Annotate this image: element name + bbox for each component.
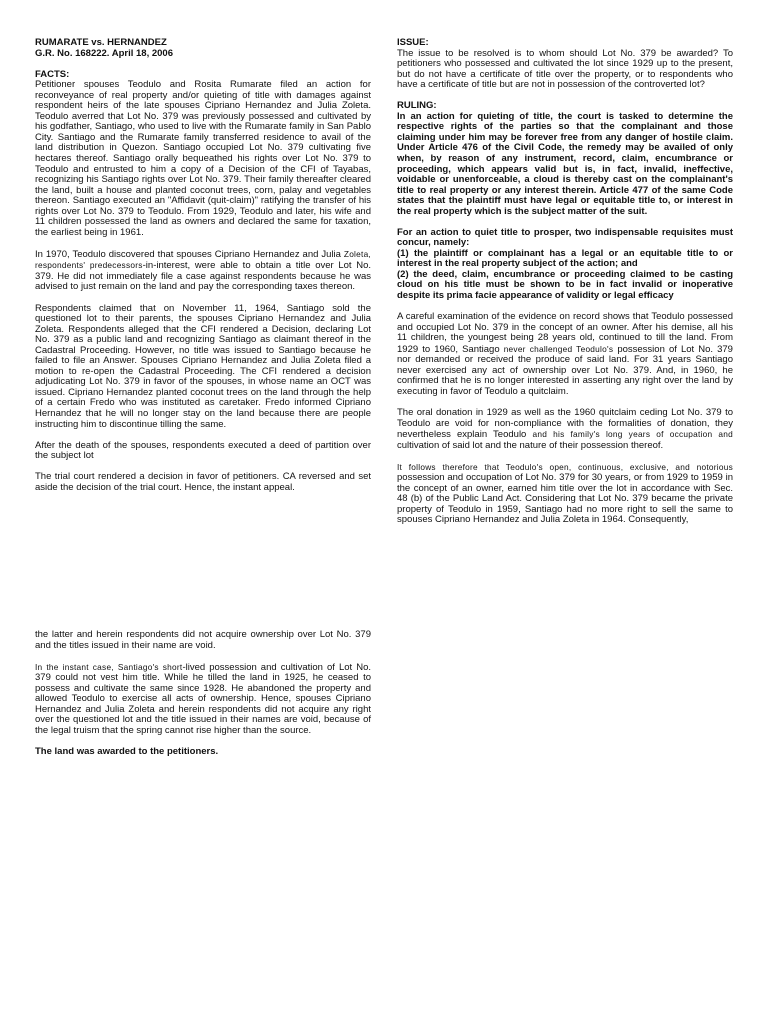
facts-paragraph-3: Respondents claimed that on November 11, 1964, Santiago sold the questioned lot to their parents, the spouses Cipriano Hernandez and Julia Zoleta. Respondents alleged that the CFI rendered a Decision, declaring Lot No. 379 as a public land and recognizing Santiago as claimant thereof in the Cadastral Proceeding. However, no title was issued to Santiago because he failed to file an Answer. Spouses Cipriano Hernandez and Julia Zoleta filed a motion to re-open the Cadastral Proceeding. The CFI rendered a decision adjudicating Lot No. 379 in favor of the spouses, in whose name an OCT was issued. Cipriano Hernandez planted coconut trees on the land through the help of a certain Fredo who was instituted as caretaker. Fredo informed Cipriano Hernandez that he will no longer stay on the land because there are people instructing him to discontinue tilling the same. <box>35 302 371 430</box>
facts-paragraph-4: After the death of the spouses, respondents executed a deed of partition over the subject lot <box>35 439 371 462</box>
ruling-paragraph-2: For an action to quiet title to prosper, two indispensable requisites must concur, namely: (1) the plaintiff or complainant has a legal or an equitable title to or interest in the real property subject of the action; and (2) the deed, claim, encumbrance or proceeding claimed to be casting cloud on his title must be shown to be in fact invalid or inoperative despite its prima facie appearance of validity or legal efficacy <box>397 226 733 302</box>
facts-paragraph-1: Petitioner spouses Teodulo and Rosita Rumarate filed an action for reconveyance of real property and/or quieting of title with damages against respondent heirs of the late spouses Cipriano Hernandez and Julia Zoleta. Teodulo averred that Lot No. 379 was previously possessed and cultivated by his godfather, Santiago, who used to live with the Rumarate family in San Pablo City. Santiago and the Rumarate family transferred residence to avail of the land distribution in Quezon. Santiago occupied Lot No. 379 cultivating five hectares thereof. Santiago orally bequeathed his rights over Lot No. 379 to Teodulo and entrusted to him a copy of a Decision of the CFI of Tayabas, recognizing his Santiago rights over Lot No. 379. Their family thereafter cleared the land, built a house and planted coconut trees, corn, palay and vegetables thereon. Santiago executed an "Affidavit (quit-claim)" ratifying the transfer of his rights over Lot No. 379 to Teodulo. From 1929, Teodulo and later, his wife and 11 children possessed the land as owners and declared the same for taxation, the earliest being in 1961. <box>35 79 371 238</box>
ruling-paragraph-5: It follows therefore that Teodulo's open, continuous, exclusive, and notorious possession and occupation of Lot No. 379 for 30 years, or from 1929 to 1959 in the concept of an owner, earned him title over the lot in accordance with Sec. 48 (b) of the Public Land Act. Considering that Lot No. 379 became the private property of Teodulo in 1959, Santiago had no more right to sell the same to spouses Cipriano Hernandez and Julia Zoleta in 1964. Consequently, <box>397 461 733 526</box>
right-column <box>397 38 733 536</box>
conclusion: The land was awarded to the petitioners. <box>35 745 219 757</box>
case-citation: G.R. No. 168222. April 18, 2006 <box>35 47 173 59</box>
facts-heading: FACTS: <box>35 68 70 80</box>
ruling-paragraph-3: A careful examination of the evidence on record shows that Teodulo possessed and occupied Lot No. 379 in the concept of an owner. After his demise, all his 11 children, the youngest being 28 years old, continued to till the land. From 1929 to 1960, Santiago never challenged Teodulo's possession of Lot No. 379 nor demanded or received the produce of said land. For 31 years Santiago never exercised any act of ownership over Lot No. 379. And, in 1960, he confirmed that he is no longer interested in asserting any right over the land by executing in favor of Teodulo a quitclaim. <box>397 311 733 397</box>
left-column <box>35 38 371 504</box>
facts-paragraph-2: In 1970, Teodulo discovered that spouses Cipriano Hernandez and Julia Zoleta, respondents' predecessors-in-interest, were able to obtain a title over Lot No. 379. He did not immediately file a case against respondents because he was advised to just remain on the land and pay the corresponding taxes thereon. <box>35 248 371 293</box>
ruling-heading: RULING: <box>397 100 437 112</box>
issue-text: The issue to be resolved is to whom should Lot No. 379 be awarded? To petitioners who possessed and cultivated the lot since 1929 up to the present, but do not have a certificate of title over the property, or to respondents who have a certificate of title but are not in possession of the controverted lot? <box>397 47 733 91</box>
facts-paragraph-5: The trial court rendered a decision in favor of petitioners. CA reversed and set aside the decision of the trial court. Hence, the instant appeal. <box>35 471 371 493</box>
continuation-paragraph-1: the latter and herein respondents did not acquire ownership over Lot No. 379 and the titles issued in their name are void. <box>35 629 371 651</box>
issue-heading: ISSUE: <box>397 37 429 48</box>
ruling-paragraph-1: In an action for quieting of title, the court is tasked to determine the respective rights of the parties so that the complainant and those claiming under him may be forever free from any danger of hostile claim. Under Article 476 of the Civil Code, the remedy may be availed of only when, by reason of any instrument, record, claim, encumbrance or proceeding, which appears valid but is, in fact, invalid, ineffective, voidable or unenforceable, a cloud is thereby cast on the complainant's title to real property or any interest therein. Article 477 of the same Code states that the plaintiff must have legal or equitable title to, or interest in the real property which is the subject matter of the suit. <box>397 110 733 217</box>
case-title: RUMARATE vs. HERNANDEZ <box>35 37 167 48</box>
bottom-left-column <box>35 630 371 768</box>
continuation-paragraph-2: In the instant case, Santiago's short-lived possession and cultivation of Lot No. 379 could not vest him title. While he tilled the land in 1925, he ceased to possess and cultivate the same since 1928. He abandoned the property and allowed Teodulo to exercise all acts of ownership. Hence, spouses Cipriano Hernandez and Julia Zoleta and herein respondents did not acquire any right over the questioned lot and the title issued in their names are void, because of the legal truism that the spring cannot rise higher than the source. <box>35 661 372 736</box>
ruling-paragraph-4: The oral donation in 1929 as well as the 1960 quitclaim ceding Lot No. 379 to Teodulo are void for non-compliance with the formalities of donation, they nevertheless explain Teodulo and his family's long years of occupation and cultivation of said lot and the nature of their possession thereof. <box>397 406 733 451</box>
